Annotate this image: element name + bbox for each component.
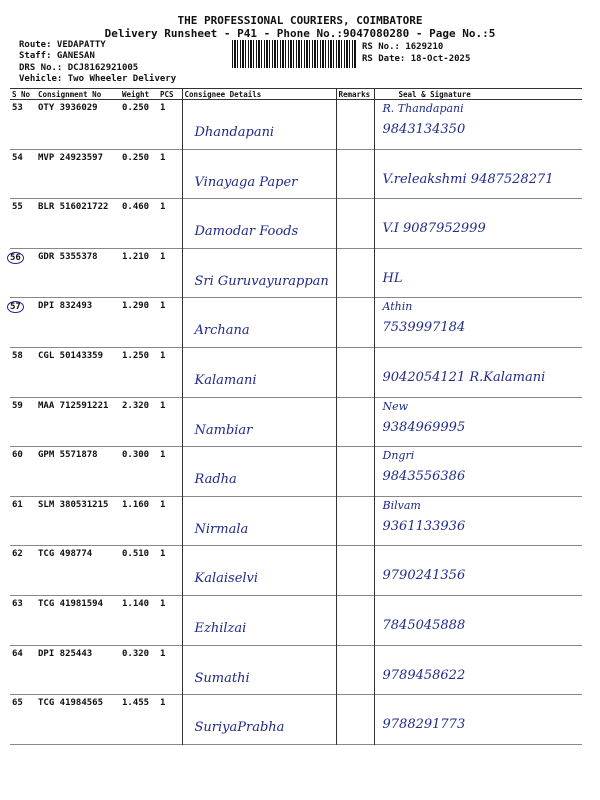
consignee-cell — [182, 447, 336, 497]
consignment-number: OTY 3936029 — [38, 103, 98, 113]
weight-value: 0.250 — [122, 103, 150, 113]
consignee-cell — [182, 100, 336, 150]
phone-handwriting: 9042054121 R.Kalamani — [382, 369, 546, 385]
signature-handwriting: Athin — [382, 300, 413, 314]
consignee-handwriting: Kalaiselvi — [194, 571, 259, 587]
consignee-handwriting: Sri Guruvayurappan — [194, 273, 329, 289]
signature-handwriting: Dngri — [382, 449, 415, 463]
consignee-handwriting: Vinayaga Paper — [194, 174, 298, 190]
consignee-handwriting: Dhandapani — [194, 125, 275, 140]
rs-date: RS Date: 18-Oct-2025 — [362, 54, 471, 64]
table-row — [10, 695, 582, 745]
serial-circle: 57 — [7, 301, 24, 313]
signature-handwriting: Bilvam — [382, 498, 421, 512]
phone-handwriting: 9790241356 — [382, 568, 466, 584]
staff-label: Staff: GANESAN — [19, 51, 95, 61]
col-sno: S No — [10, 89, 36, 100]
pcs-value: 1 — [160, 698, 166, 709]
serial-number — [10, 298, 36, 348]
signature-handwriting: New — [382, 399, 409, 413]
signature-cell — [374, 347, 582, 397]
serial-number: 62 — [12, 549, 23, 560]
signature-cell — [374, 496, 582, 546]
phone-handwriting: 9788291773 — [382, 717, 466, 733]
consignee-cell — [182, 645, 336, 695]
rs-number: RS No.: 1629210 — [362, 42, 444, 52]
runsheet-table — [10, 88, 582, 745]
serial-number: 59 — [12, 400, 23, 411]
weight-value: 0.250 — [122, 152, 150, 163]
consignment-number: DPI 832493 — [38, 301, 93, 312]
consignment-number: GPM 5571878 — [38, 450, 98, 461]
remarks-cell — [336, 546, 374, 596]
signature-cell — [374, 298, 582, 348]
table-row — [10, 248, 582, 298]
serial-number: 55 — [12, 202, 23, 213]
serial-number: 61 — [12, 499, 23, 510]
weight-value: 1.290 — [122, 301, 150, 312]
phone-handwriting: 9789458622 — [382, 667, 466, 683]
runsheet-subtitle: Delivery Runsheet - P41 - Phone No.:9047080280 - Page No.:5 — [104, 27, 496, 40]
pcs-value: 1 — [160, 350, 166, 361]
col-consignee: Consignee Details — [182, 89, 336, 100]
serial-number: 58 — [12, 350, 23, 361]
consignee-cell — [182, 298, 336, 348]
consignee-handwriting: Nirmala — [194, 521, 249, 537]
pcs-value: 1 — [160, 301, 166, 312]
phone-handwriting: 9843134350 — [382, 122, 466, 137]
consignee-cell — [182, 595, 336, 645]
consignee-handwriting: SuriyaPrabha — [194, 720, 285, 736]
weight-value: 0.460 — [122, 202, 150, 213]
pcs-value: 1 — [160, 152, 166, 163]
pcs-value: 1 — [160, 549, 166, 560]
col-pcs: PCS — [158, 89, 182, 100]
pcs-value: 1 — [160, 499, 166, 510]
remarks-cell — [336, 100, 374, 150]
vehicle-label: Vehicle: Two Wheeler Delivery — [19, 74, 177, 84]
signature-cell — [374, 645, 582, 695]
table-row — [10, 298, 582, 348]
pcs-value: 1 — [160, 251, 166, 262]
weight-value: 1.210 — [122, 251, 150, 262]
pcs-value: 1 — [160, 103, 166, 113]
consignment-number: CGL 50143359 — [38, 350, 104, 361]
table-header — [10, 89, 582, 100]
drs-number: DRS No.: DCJ8162921005 — [19, 63, 139, 73]
serial-number: 60 — [12, 450, 23, 461]
consignee-cell — [182, 248, 336, 298]
route-label: Route: VEDAPATTY — [19, 40, 106, 50]
table-row — [10, 149, 582, 199]
remarks-cell — [336, 397, 374, 447]
pcs-value: 1 — [160, 400, 166, 411]
weight-value: 0.300 — [122, 450, 150, 461]
weight-value: 1.140 — [122, 598, 150, 609]
signature-cell — [374, 199, 582, 249]
signature-cell — [374, 248, 582, 298]
table-row — [10, 347, 582, 397]
consignee-cell — [182, 496, 336, 546]
phone-handwriting: HL — [382, 270, 403, 286]
phone-handwriting: 7845045888 — [382, 617, 466, 633]
serial-number: 64 — [12, 648, 23, 659]
col-consignment: Consignment No — [36, 89, 120, 100]
table-row — [10, 546, 582, 596]
pcs-value: 1 — [160, 450, 166, 461]
consignee-cell — [182, 397, 336, 447]
signature-cell — [374, 546, 582, 596]
document-title: THE PROFESSIONAL COURIERS, COIMBATORE — [177, 14, 423, 27]
consignment-number: MVP 24923597 — [38, 152, 104, 163]
weight-value: 1.250 — [122, 350, 150, 361]
consignee-cell — [182, 347, 336, 397]
signature-cell — [374, 447, 582, 497]
serial-number: 54 — [12, 152, 23, 163]
remarks-cell — [336, 248, 374, 298]
consignment-number: DPI 825443 — [38, 648, 93, 659]
signature-cell — [374, 149, 582, 199]
pcs-value: 1 — [160, 598, 166, 609]
col-weight: Weight — [120, 89, 158, 100]
signature-cell — [374, 695, 582, 745]
phone-handwriting: V.releakshmi 9487528271 — [382, 171, 554, 187]
remarks-cell — [336, 199, 374, 249]
consignment-number: TCG 41984565 — [38, 698, 104, 709]
consignment-number: TCG 41981594 — [38, 598, 104, 609]
consignee-handwriting: Archana — [194, 323, 250, 339]
consignee-cell — [182, 546, 336, 596]
consignee-cell — [182, 199, 336, 249]
table-row — [10, 496, 582, 546]
consignee-handwriting: Damodar Foods — [194, 224, 299, 240]
consignee-handwriting: Nambiar — [194, 422, 253, 438]
phone-handwriting: V.I 9087952999 — [382, 221, 486, 237]
remarks-cell — [336, 149, 374, 199]
consignee-handwriting: Ezhilzai — [194, 620, 247, 636]
col-seal: Seal & Signature — [374, 89, 582, 100]
weight-value: 0.510 — [122, 549, 150, 560]
remarks-cell — [336, 695, 374, 745]
barcode — [232, 40, 356, 68]
table-row — [10, 397, 582, 447]
consignment-number: MAA 712591221 — [38, 400, 109, 411]
serial-number — [10, 248, 36, 298]
phone-handwriting: 9361133936 — [382, 518, 466, 534]
consignment-number: SLM 380531215 — [38, 499, 109, 510]
weight-value: 1.160 — [122, 499, 150, 510]
table-row — [10, 199, 582, 249]
consignee-handwriting: Radha — [194, 472, 237, 488]
consignment-number: GDR 5355378 — [38, 251, 98, 262]
serial-number: 53 — [12, 103, 23, 113]
serial-number: 65 — [12, 698, 23, 709]
table-row — [10, 100, 582, 150]
serial-circle: 56 — [7, 252, 24, 264]
consignment-number: BLR 516021722 — [38, 202, 109, 213]
table-row — [10, 595, 582, 645]
remarks-cell — [336, 347, 374, 397]
consignee-handwriting: Kalamani — [194, 372, 257, 388]
table-row — [10, 447, 582, 497]
weight-value: 2.320 — [122, 400, 150, 411]
signature-cell — [374, 397, 582, 447]
weight-value: 1.455 — [122, 698, 150, 709]
remarks-cell — [336, 595, 374, 645]
serial-number: 63 — [12, 598, 23, 609]
consignee-cell — [182, 695, 336, 745]
pcs-value: 1 — [160, 202, 166, 213]
pcs-value: 1 — [160, 648, 166, 659]
remarks-cell — [336, 298, 374, 348]
remarks-cell — [336, 496, 374, 546]
signature-handwriting: R. Thandapani — [382, 102, 464, 115]
phone-handwriting: 7539997184 — [382, 320, 466, 336]
remarks-cell — [336, 645, 374, 695]
consignment-number: TCG 498774 — [38, 549, 93, 560]
phone-handwriting: 9843556386 — [382, 469, 466, 485]
remarks-cell — [336, 447, 374, 497]
table-row — [10, 645, 582, 695]
signature-cell — [374, 595, 582, 645]
signature-cell — [374, 100, 582, 150]
weight-value: 0.320 — [122, 648, 150, 659]
consignee-cell — [182, 149, 336, 199]
col-remarks: Remarks — [336, 89, 374, 100]
phone-handwriting: 9384969995 — [382, 419, 466, 435]
consignee-handwriting: Sumathi — [194, 670, 250, 686]
